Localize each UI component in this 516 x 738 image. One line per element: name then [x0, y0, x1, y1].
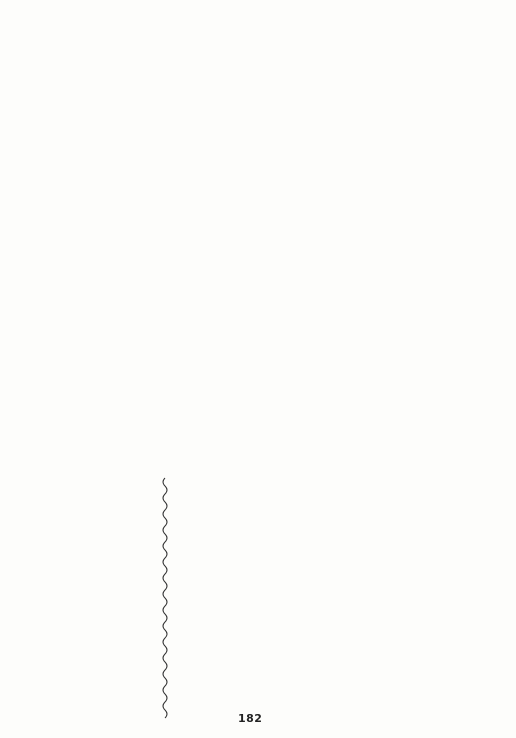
upper-text-block	[44, 36, 460, 412]
page-number: 182	[238, 712, 263, 725]
lower-text-block	[158, 428, 458, 724]
wavy-divider-line	[152, 476, 178, 726]
